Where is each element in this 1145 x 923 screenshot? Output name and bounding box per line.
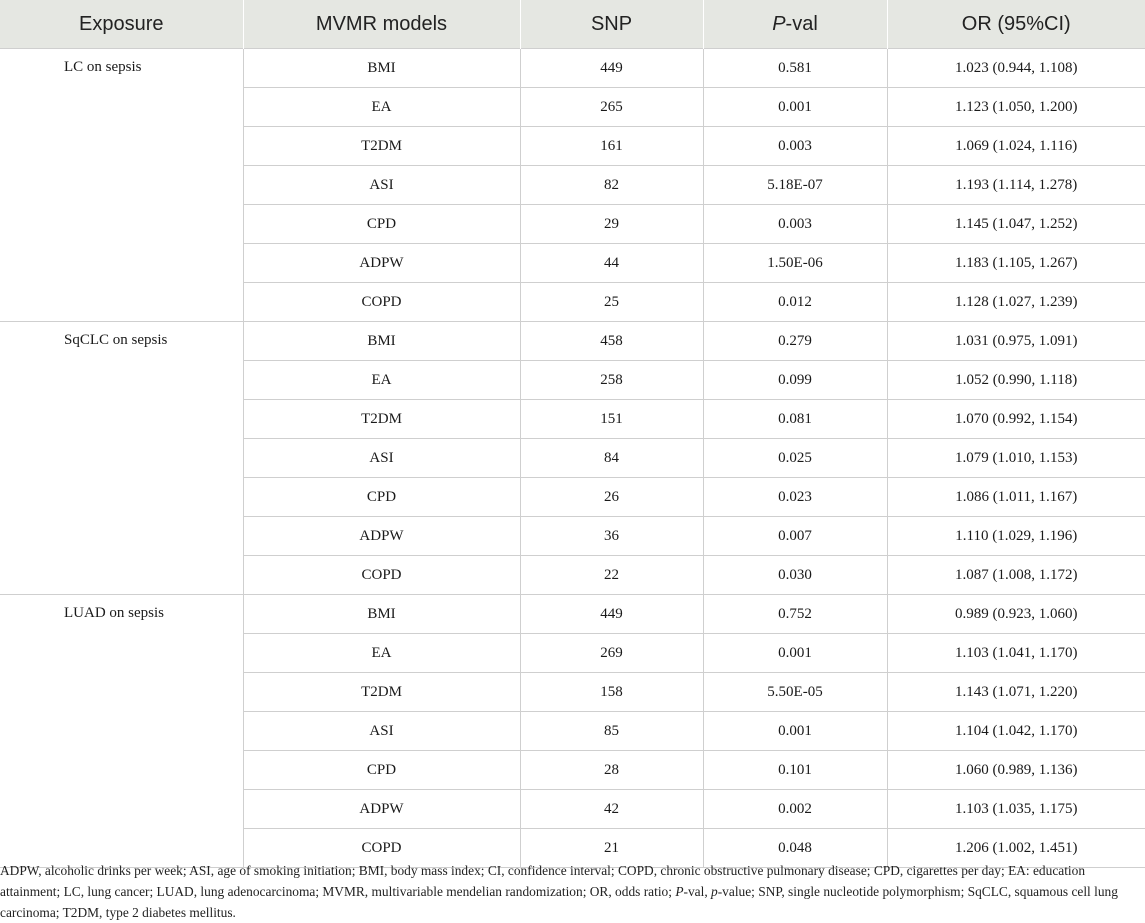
snp-cell: 151 bbox=[520, 400, 703, 439]
or-ci-cell: 1.123 (1.050, 1.200) bbox=[887, 88, 1145, 127]
footnote-text-2: -val, bbox=[683, 884, 712, 899]
model-cell: BMI bbox=[243, 322, 520, 361]
model-cell: COPD bbox=[243, 556, 520, 595]
snp-cell: 269 bbox=[520, 634, 703, 673]
table-footnote bbox=[0, 860, 1140, 923]
header-pval-italic: P bbox=[772, 12, 786, 35]
model-cell: COPD bbox=[243, 283, 520, 322]
pval-cell: 0.012 bbox=[703, 283, 887, 322]
pval-cell: 0.023 bbox=[703, 478, 887, 517]
or-ci-cell: 1.069 (1.024, 1.116) bbox=[887, 127, 1145, 166]
model-cell: BMI bbox=[243, 595, 520, 634]
or-ci-cell: 1.128 (1.027, 1.239) bbox=[887, 283, 1145, 322]
model-cell: BMI bbox=[243, 49, 520, 88]
or-ci-cell: 1.031 (0.975, 1.091) bbox=[887, 322, 1145, 361]
model-cell: EA bbox=[243, 88, 520, 127]
pval-cell: 0.581 bbox=[703, 49, 887, 88]
snp-cell: 82 bbox=[520, 166, 703, 205]
or-ci-cell: 0.989 (0.923, 1.060) bbox=[887, 595, 1145, 634]
snp-cell: 449 bbox=[520, 49, 703, 88]
table-row bbox=[0, 322, 1145, 361]
pval-cell: 5.50E-05 bbox=[703, 673, 887, 712]
table-row bbox=[0, 49, 1145, 88]
model-cell: CPD bbox=[243, 751, 520, 790]
exposure-cell: LUAD on sepsis bbox=[0, 595, 243, 868]
pval-cell: 0.001 bbox=[703, 88, 887, 127]
pval-cell: 0.003 bbox=[703, 205, 887, 244]
snp-cell: 21 bbox=[520, 829, 703, 868]
snp-cell: 265 bbox=[520, 88, 703, 127]
footnote-pvalue-italic: p bbox=[711, 884, 718, 899]
snp-cell: 158 bbox=[520, 673, 703, 712]
snp-cell: 36 bbox=[520, 517, 703, 556]
pval-cell: 0.099 bbox=[703, 361, 887, 400]
snp-cell: 42 bbox=[520, 790, 703, 829]
header-or-ci: OR (95%CI) bbox=[887, 0, 1145, 49]
header-pval bbox=[703, 0, 887, 49]
or-ci-cell: 1.060 (0.989, 1.136) bbox=[887, 751, 1145, 790]
pval-cell: 0.048 bbox=[703, 829, 887, 868]
exposure-cell: LC on sepsis bbox=[0, 49, 243, 322]
pval-cell: 0.025 bbox=[703, 439, 887, 478]
snp-cell: 449 bbox=[520, 595, 703, 634]
or-ci-cell: 1.110 (1.029, 1.196) bbox=[887, 517, 1145, 556]
or-ci-cell: 1.103 (1.041, 1.170) bbox=[887, 634, 1145, 673]
pval-cell: 0.081 bbox=[703, 400, 887, 439]
table-row bbox=[0, 595, 1145, 634]
model-cell: T2DM bbox=[243, 127, 520, 166]
snp-cell: 258 bbox=[520, 361, 703, 400]
or-ci-cell: 1.086 (1.011, 1.167) bbox=[887, 478, 1145, 517]
model-cell: T2DM bbox=[243, 400, 520, 439]
snp-cell: 28 bbox=[520, 751, 703, 790]
snp-cell: 22 bbox=[520, 556, 703, 595]
snp-cell: 44 bbox=[520, 244, 703, 283]
pval-cell: 0.030 bbox=[703, 556, 887, 595]
model-cell: CPD bbox=[243, 205, 520, 244]
or-ci-cell: 1.193 (1.114, 1.278) bbox=[887, 166, 1145, 205]
pval-cell: 0.001 bbox=[703, 712, 887, 751]
footnote-text-1: ADPW, alcoholic drinks per week; ASI, age of smoking initiation; BMI, body mass index; CI, confidence interval; COPD, chronic obstructive pulmonary disease; CPD, cigarettes per day; EA: education attainment; LC, lung cancer; LUAD, lung adenocarcinoma; MVMR, multivariable mendelian randomization; OR, odds ratio; bbox=[0, 863, 1086, 899]
header-exposure: Exposure bbox=[0, 0, 243, 49]
snp-cell: 26 bbox=[520, 478, 703, 517]
pval-cell: 0.001 bbox=[703, 634, 887, 673]
pval-cell: 1.50E-06 bbox=[703, 244, 887, 283]
snp-cell: 29 bbox=[520, 205, 703, 244]
pval-cell: 5.18E-07 bbox=[703, 166, 887, 205]
model-cell: EA bbox=[243, 634, 520, 673]
pval-cell: 0.101 bbox=[703, 751, 887, 790]
snp-cell: 85 bbox=[520, 712, 703, 751]
exposure-cell: SqCLC on sepsis bbox=[0, 322, 243, 595]
or-ci-cell: 1.183 (1.105, 1.267) bbox=[887, 244, 1145, 283]
footnote-pval-italic: P bbox=[675, 884, 684, 899]
model-cell: ADPW bbox=[243, 517, 520, 556]
model-cell: ASI bbox=[243, 439, 520, 478]
or-ci-cell: 1.145 (1.047, 1.252) bbox=[887, 205, 1145, 244]
snp-cell: 161 bbox=[520, 127, 703, 166]
model-cell: ASI bbox=[243, 712, 520, 751]
model-cell: ASI bbox=[243, 166, 520, 205]
model-cell: EA bbox=[243, 361, 520, 400]
footnote-text-3: -value; SNP, single nucleotide polymorphism; SqCLC, squamous cell lung carcinoma; T2DM, type 2 diabetes mellitus. bbox=[0, 884, 1118, 920]
model-cell: COPD bbox=[243, 829, 520, 868]
snp-cell: 458 bbox=[520, 322, 703, 361]
pval-cell: 0.007 bbox=[703, 517, 887, 556]
pval-cell: 0.002 bbox=[703, 790, 887, 829]
header-mvmr-models: MVMR models bbox=[243, 0, 520, 49]
pval-cell: 0.279 bbox=[703, 322, 887, 361]
or-ci-cell: 1.052 (0.990, 1.118) bbox=[887, 361, 1145, 400]
table-body bbox=[0, 49, 1145, 868]
or-ci-cell: 1.104 (1.042, 1.170) bbox=[887, 712, 1145, 751]
pval-cell: 0.752 bbox=[703, 595, 887, 634]
or-ci-cell: 1.087 (1.008, 1.172) bbox=[887, 556, 1145, 595]
model-cell: CPD bbox=[243, 478, 520, 517]
or-ci-cell: 1.079 (1.010, 1.153) bbox=[887, 439, 1145, 478]
model-cell: ADPW bbox=[243, 244, 520, 283]
header-row bbox=[0, 0, 1145, 49]
or-ci-cell: 1.070 (0.992, 1.154) bbox=[887, 400, 1145, 439]
snp-cell: 25 bbox=[520, 283, 703, 322]
model-cell: T2DM bbox=[243, 673, 520, 712]
pval-cell: 0.003 bbox=[703, 127, 887, 166]
or-ci-cell: 1.143 (1.071, 1.220) bbox=[887, 673, 1145, 712]
header-snp: SNP bbox=[520, 0, 703, 49]
or-ci-cell: 1.023 (0.944, 1.108) bbox=[887, 49, 1145, 88]
snp-cell: 84 bbox=[520, 439, 703, 478]
or-ci-cell: 1.206 (1.002, 1.451) bbox=[887, 829, 1145, 868]
or-ci-cell: 1.103 (1.035, 1.175) bbox=[887, 790, 1145, 829]
model-cell: ADPW bbox=[243, 790, 520, 829]
header-pval-rest: -val bbox=[785, 12, 818, 35]
